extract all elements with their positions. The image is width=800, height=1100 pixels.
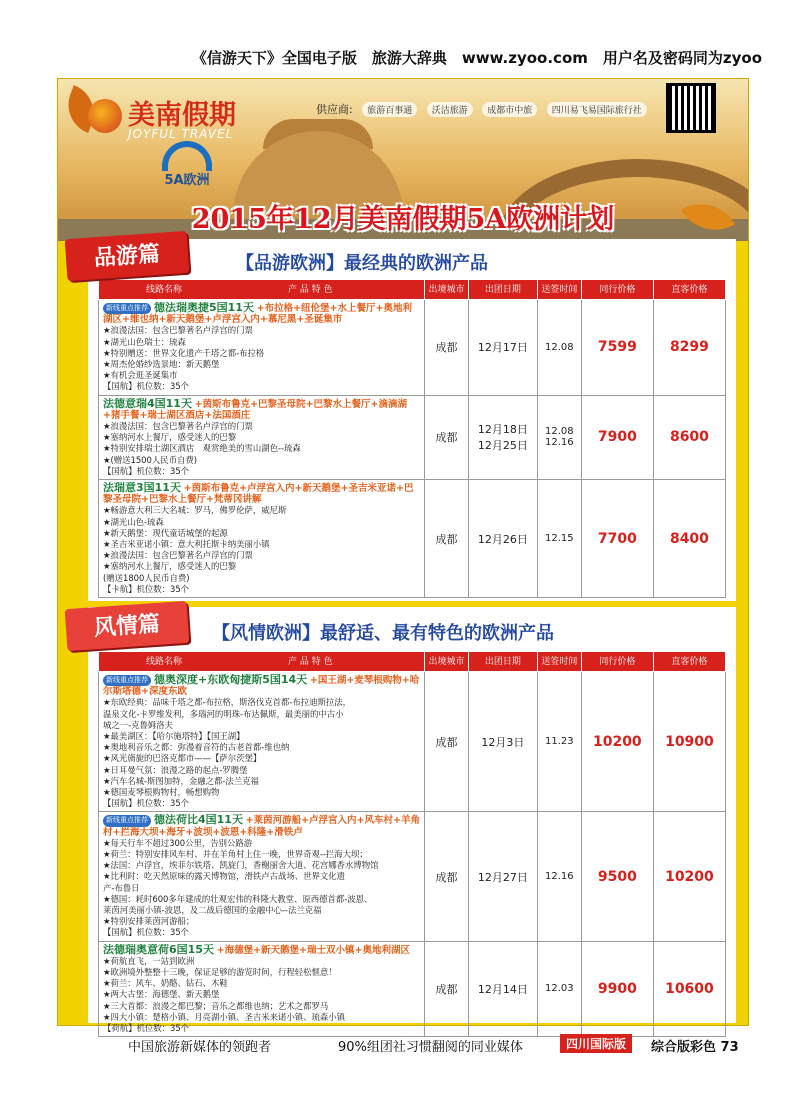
section-pinyou bbox=[88, 239, 736, 601]
route-feature: ★最美湖区：【哈尔施塔特】【国王湖】 bbox=[103, 731, 245, 742]
route-description bbox=[99, 672, 425, 812]
route-feature: 【卡航】机位数：35个 bbox=[103, 583, 190, 594]
route-feature: ★欧洲境外整整十三晚，保证足够的游览时间，行程轻松惬意！ bbox=[103, 967, 337, 978]
route-feature: ★(赠送1500人民币自费) bbox=[103, 454, 197, 465]
departure-city: 成都 bbox=[425, 941, 469, 1037]
supplier-logo: 四川易飞易国际旅行社 bbox=[547, 102, 647, 117]
visa-date: 11.23 bbox=[537, 672, 581, 812]
route-feature: ★德国麦琴根购物村，畅想购物 bbox=[103, 787, 220, 798]
table-row[interactable] bbox=[99, 395, 726, 479]
direct-price: 8400 bbox=[653, 480, 725, 598]
column-header: 同行价格 bbox=[581, 280, 653, 300]
route-description bbox=[99, 395, 425, 479]
section-title: 【风情欧洲】最舒适、最有特色的欧洲产品 bbox=[212, 623, 554, 644]
departure-city: 成都 bbox=[425, 300, 469, 396]
visa-date: 12.08 12.16 bbox=[537, 395, 581, 479]
route-feature: ★特别安排瑞士湖区酒店 观赏绝美的雪山湖色--琉森 bbox=[103, 443, 301, 454]
route-feature: ★奥地利音乐之都：弥漫着音符的古老首都-维也纳 bbox=[103, 742, 290, 753]
route-header bbox=[103, 674, 420, 697]
departure-dates: 12月18日 12月25日 bbox=[468, 395, 537, 479]
tab-fengqing[interactable]: 风情篇 bbox=[65, 601, 190, 651]
section-fengqing bbox=[88, 607, 736, 1034]
route-feature: ★新天鹅堡：现代童话城堡的起源 bbox=[103, 527, 228, 538]
column-header: 送签时间 bbox=[537, 280, 581, 300]
column-header: 线路名称 产 品 特 色 bbox=[99, 652, 425, 672]
route-feature: 【国航】机位数：35个 bbox=[103, 927, 190, 938]
route-name[interactable]: 法德瑞奥意荷6国15天 bbox=[103, 943, 214, 956]
peer-price: 7700 bbox=[581, 480, 653, 598]
leaf-logo-icon bbox=[88, 99, 122, 133]
column-header: 送签时间 bbox=[537, 652, 581, 672]
visa-date: 12.03 bbox=[537, 941, 581, 1037]
route-feature: 城之一-克鲁姆洛夫 bbox=[103, 719, 174, 730]
departure-dates: 12月14日 bbox=[468, 941, 537, 1037]
route-highlights: +茵斯布鲁克+卢浮宫入内+新天鹅堡+圣吉米亚诺+巴黎圣母院+巴黎水上餐厅+梵蒂冈讲解 bbox=[103, 483, 414, 506]
column-header: 线路名称 产 品 特 色 bbox=[99, 280, 425, 300]
peer-price: 10200 bbox=[581, 672, 653, 812]
route-header bbox=[103, 398, 420, 421]
route-feature: ★汽车名城-斯图加特，金融之都-法兰克福 bbox=[103, 775, 259, 786]
route-feature: ★法国：卢浮宫，埃菲尔铁塔、凯旋门，香榭丽舍大道、花宫娜香水博物馆 bbox=[103, 860, 379, 871]
section-title: 【品游欧洲】最经典的欧洲产品 bbox=[236, 253, 488, 274]
supplier-logo: 成都市中旅 bbox=[482, 102, 537, 117]
recommend-badge: 新线重点推荐 bbox=[103, 303, 151, 314]
route-feature: ★塞纳河水上餐厅，感受迷人的巴黎 bbox=[103, 561, 237, 572]
route-feature: ★浪漫法国：包含巴黎著名卢浮宫的门票 bbox=[103, 550, 253, 561]
route-feature: 【荷航】机位数：35个 bbox=[103, 1023, 190, 1034]
route-feature: ★畅游意大利三大名城：罗马，佛罗伦萨，威尼斯 bbox=[103, 505, 287, 516]
route-feature: 【国航】机位数：35个 bbox=[103, 798, 190, 809]
departure-city: 成都 bbox=[425, 395, 469, 479]
visa-date: 12.16 bbox=[537, 812, 581, 941]
column-header: 出团日期 bbox=[468, 652, 537, 672]
route-table bbox=[98, 279, 726, 598]
route-rows bbox=[99, 300, 726, 598]
route-feature: ★荷兰：特别安排风车村、并在羊角村上住一晚，世界奇观--拦海大坝； bbox=[103, 849, 368, 860]
route-feature: ★荷兰：风车、奶酪、钻石、木鞋 bbox=[103, 978, 228, 989]
route-name[interactable]: 法瑞意3国11天 bbox=[103, 482, 181, 495]
route-description bbox=[99, 480, 425, 598]
table-row[interactable] bbox=[99, 300, 726, 396]
hero-image bbox=[58, 79, 748, 241]
route-name[interactable]: 德奥深度+东欧匈捷斯5国14天 bbox=[154, 674, 308, 686]
page-body bbox=[57, 78, 749, 1034]
visa-date: 12.08 bbox=[537, 300, 581, 396]
column-header: 直客价格 bbox=[653, 652, 725, 672]
supplier-logo: 旅游百事通 bbox=[362, 102, 417, 117]
departure-city: 成都 bbox=[425, 672, 469, 812]
route-feature: ★德国：耗时600多年建成的壮观宏伟的科隆大教堂、原西德首都-波恩、 bbox=[103, 893, 373, 904]
route-name[interactable]: 德法荷比4国11天 bbox=[154, 814, 243, 827]
supplier-logo: 沃洁旅游 bbox=[427, 102, 473, 117]
column-header: 出境城市 bbox=[425, 280, 469, 300]
route-feature: ★日耳曼气氛：浪漫之路的起点-罗腾堡 bbox=[103, 764, 248, 775]
peer-price: 7900 bbox=[581, 395, 653, 479]
route-feature: 【国航】机位数：35个 bbox=[103, 381, 190, 392]
route-feature: ★荷航直飞，一站到欧洲 bbox=[103, 955, 195, 966]
route-header bbox=[103, 814, 420, 837]
route-highlights: +布拉格+纽伦堡+水上餐厅+奥地利湖区+维也纳+新天鹅堡+卢浮宫入内+慕尼黑+圣诞集市 bbox=[103, 303, 412, 326]
route-header bbox=[103, 482, 420, 505]
footer-slogan: 90%组团社习惯翻阅的同业媒体 bbox=[338, 1040, 523, 1055]
departure-dates: 12月26日 bbox=[468, 480, 537, 598]
peer-price: 7599 bbox=[581, 300, 653, 396]
column-header: 直客价格 bbox=[653, 280, 725, 300]
route-feature: ★东欧经典：品味千塔之都-布拉格，斯洛伐克首都-布拉迪斯拉法， bbox=[103, 697, 352, 708]
table-row[interactable] bbox=[99, 672, 726, 812]
route-feature: ★周杰伦婚纱选景地：新天鹅堡 bbox=[103, 359, 220, 370]
direct-price: 10900 bbox=[653, 672, 725, 812]
route-feature: ★湖光山色瑞士：琉森 bbox=[103, 336, 186, 347]
route-feature: ★浪漫法国：包含巴黎著名卢浮宫的门票 bbox=[103, 325, 253, 336]
direct-price: 8600 bbox=[653, 395, 725, 479]
route-name[interactable]: 法德意瑞4国11天 bbox=[103, 397, 192, 410]
route-feature: (赠送1800人民币自费) bbox=[103, 572, 190, 583]
column-header: 同行价格 bbox=[581, 652, 653, 672]
route-highlights: +莱茵河游船+卢浮宫入内+风车村+羊角村+拦海大坝+海牙+波坝+波恩+科隆+滑铁卢 bbox=[103, 815, 420, 838]
route-description bbox=[99, 300, 425, 396]
table-row[interactable] bbox=[99, 812, 726, 941]
route-feature: ★比利时：吃天然原味的露天博物馆，滑铁卢古战场、世界文化遗 bbox=[103, 871, 346, 882]
direct-price: 8299 bbox=[653, 300, 725, 396]
route-name[interactable]: 德法瑞奥捷5国11天 bbox=[154, 302, 254, 314]
qr-code[interactable] bbox=[666, 83, 716, 133]
peer-price: 9900 bbox=[581, 941, 653, 1037]
route-feature: ★每天行车不超过300公里，告别公路游 bbox=[103, 837, 253, 848]
route-highlights: +海德堡+新天鹅堡+瑞士双小镇+奥地利湖区 bbox=[216, 944, 410, 956]
route-feature: ★有机会逛圣诞集市 bbox=[103, 370, 178, 381]
brand-name: 美南假期 bbox=[128, 100, 236, 131]
route-feature: ★特别安排莱茵河游船； bbox=[103, 916, 195, 927]
route-feature: ★浪漫法国：包含巴黎著名卢浮宫的门票 bbox=[103, 421, 253, 432]
route-feature: ★特别赠送：世界文化遗产千塔之都-布拉格 bbox=[103, 347, 265, 358]
route-feature: ★四大小镇：楚格小镇、月亮湖小镇、圣吉米来诺小镇、琉森小镇 bbox=[103, 1011, 346, 1022]
route-feature: ★圣吉米亚诺小镇：意大利托斯卡纳美丽小镇 bbox=[103, 539, 270, 550]
5a-badge bbox=[158, 141, 216, 191]
route-feature: ★湖光山色-琉森 bbox=[103, 516, 164, 527]
departure-dates: 12月3日 bbox=[468, 672, 537, 812]
departure-city: 成都 bbox=[425, 812, 469, 941]
swoosh-icon bbox=[162, 141, 212, 171]
departure-city: 成都 bbox=[425, 480, 469, 598]
direct-price: 10200 bbox=[653, 812, 725, 941]
route-feature: 温泉文化-卡罗维发利，多瑙河的明珠-布达佩斯，最美丽的中古小 bbox=[103, 708, 344, 719]
edition-badge: 四川国际版 bbox=[560, 1034, 632, 1053]
route-table bbox=[98, 651, 726, 1037]
tab-pinyou[interactable]: 品游篇 bbox=[65, 231, 190, 281]
footer-slogan: 中国旅游新媒体的领跑者 bbox=[128, 1040, 272, 1055]
page-number: 综合版彩色 73 bbox=[651, 1040, 739, 1055]
footer bbox=[0, 1028, 800, 1058]
route-feature: ★风光旖旎的巴洛克都市——【萨尔茨堡】 bbox=[103, 753, 262, 764]
route-feature: ★两大古堡：海德堡、新天鹅堡 bbox=[103, 989, 220, 1000]
headline: 2015年12月美南假期5A欧洲计划 bbox=[191, 204, 615, 235]
column-header: 出团日期 bbox=[468, 280, 537, 300]
column-header: 出境城市 bbox=[425, 652, 469, 672]
supplier-list bbox=[316, 101, 647, 117]
route-highlights: +茵斯布鲁克+巴黎圣母院+巴黎水上餐厅+滴滴湖+猪手餐+瑞士湖区酒店+法国酒庄 bbox=[103, 398, 407, 421]
brand-english: JOYFUL TRAVEL bbox=[128, 127, 234, 141]
route-feature: ★塞纳河水上餐厅，感受迷人的巴黎 bbox=[103, 432, 237, 443]
route-header bbox=[103, 302, 420, 325]
recommend-badge: 新线重点推荐 bbox=[103, 815, 151, 826]
route-rows bbox=[99, 672, 726, 1037]
top-banner: 《信游天下》全国电子版 旅游大辞典 www.zyoo.com 用户名及密码同为zyoo bbox=[191, 49, 762, 67]
recommend-badge: 新线重点推荐 bbox=[103, 675, 151, 686]
supplier-label: 供应商: bbox=[316, 103, 353, 116]
5a-badge-label: 5A欧洲 bbox=[164, 173, 210, 188]
table-row[interactable] bbox=[99, 941, 726, 1037]
route-description bbox=[99, 941, 425, 1037]
route-description bbox=[99, 812, 425, 941]
route-highlights: +国王湖+麦琴根购物+哈尔斯塔德+深度东欧 bbox=[103, 675, 420, 698]
direct-price: 10600 bbox=[653, 941, 725, 1037]
route-feature: 【国航】机位数：35个 bbox=[103, 465, 190, 476]
route-header bbox=[103, 944, 420, 956]
peer-price: 9500 bbox=[581, 812, 653, 941]
departure-dates: 12月27日 bbox=[468, 812, 537, 941]
route-feature: ★三大首都：浪漫之都巴黎；音乐之都维也纳；艺术之都罗马 bbox=[103, 1000, 329, 1011]
table-row[interactable] bbox=[99, 480, 726, 598]
route-feature: 莱茵河美丽小镇-波恩，及二战后德国的金融中心--法兰克福 bbox=[103, 905, 322, 916]
departure-dates: 12月17日 bbox=[468, 300, 537, 396]
route-feature: 产-布鲁日 bbox=[103, 882, 140, 893]
visa-date: 12.15 bbox=[537, 480, 581, 598]
